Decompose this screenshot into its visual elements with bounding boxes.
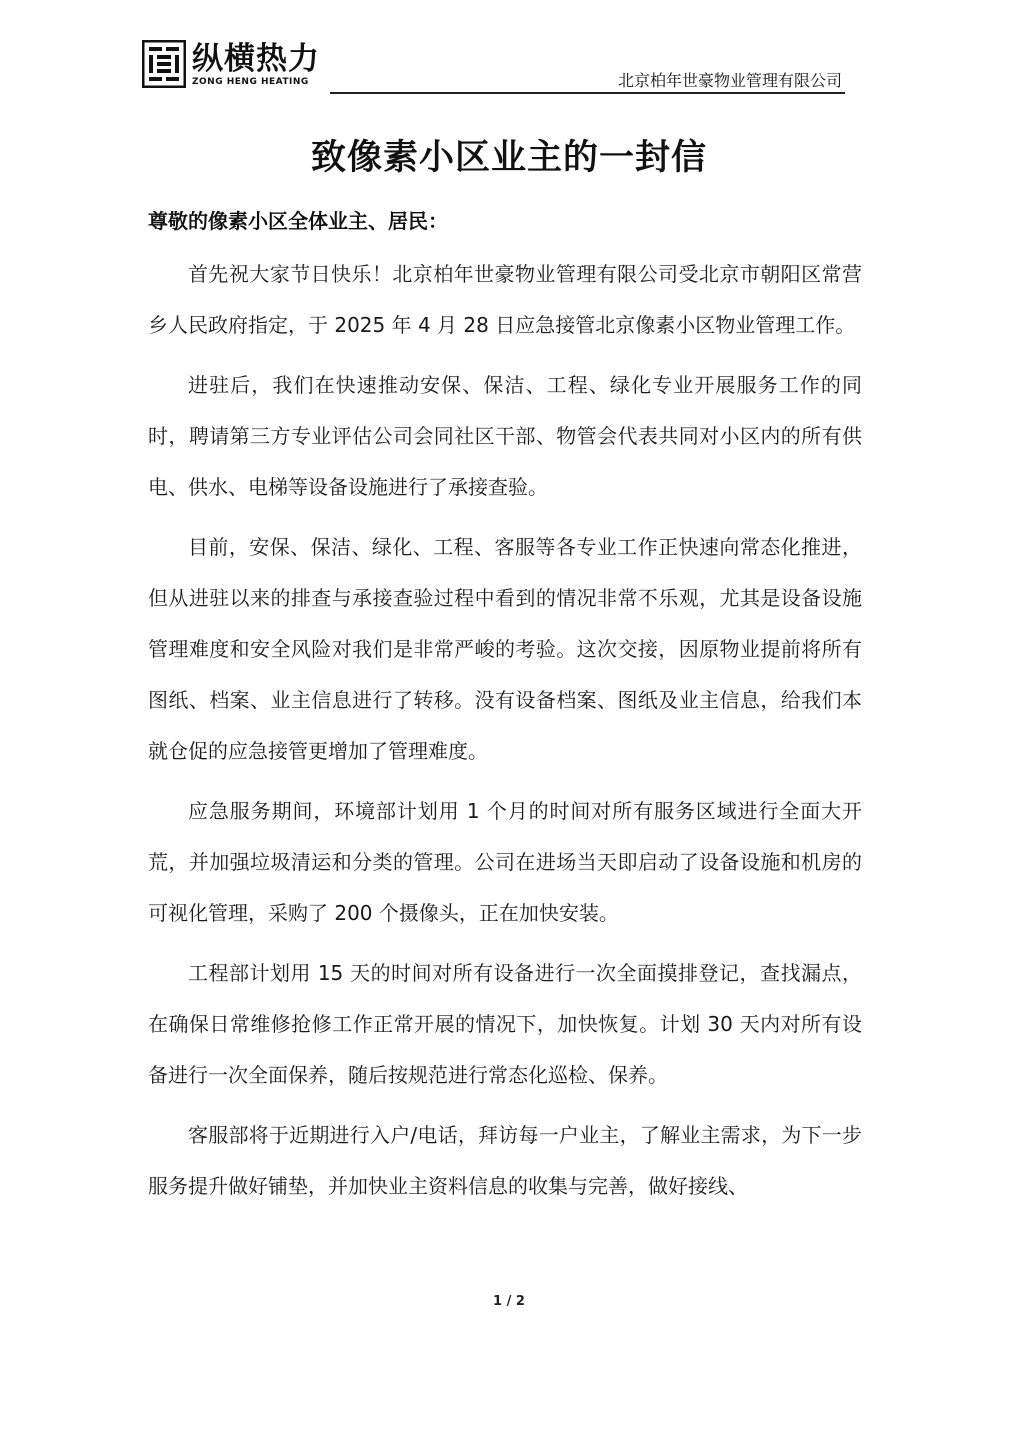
logo-name-en: ZONG HENG HEATING bbox=[192, 77, 309, 87]
letter-salutation: 尊敬的像素小区全体业主、居民： bbox=[148, 209, 448, 233]
letter-title: 致像素小区业主的一封信 bbox=[310, 138, 707, 178]
paragraph-environment-plan: 应急服务期间，环境部计划用 1 个月的时间对所有服务区域进行全面大开荒，并加强垃圾清运和分类的管理。公司在进场当天即启动了设备设施和机房的可视化管理，采购了 200 个摄像头，正在加快安装。 bbox=[148, 799, 862, 925]
header-divider bbox=[330, 92, 845, 94]
letter-body bbox=[148, 249, 862, 1221]
paragraph-inspection: 进驻后，我们在快速推动安保、保洁、工程、绿化专业开展服务工作的同时，聘请第三方专业评估公司会同社区干部、物管会代表共同对小区内的所有供电、供水、电梯等设备设施进行了承接查验。 bbox=[148, 373, 862, 499]
company-logo bbox=[142, 40, 322, 90]
logo-name-cn: 纵横热力 bbox=[192, 41, 320, 77]
letterhead bbox=[0, 0, 1018, 100]
paragraph-customer-service: 客服部将于近期进行入户/电话，拜访每一户业主，了解业主需求，为下一步服务提升做好铺垫，并加快业主资料信息的收集与完善，做好接线、 bbox=[148, 1123, 862, 1198]
company-name: 北京柏年世豪物业管理有限公司 bbox=[617, 71, 842, 90]
paragraph-current-status: 目前，安保、保洁、绿化、工程、客服等各专业工作正快速向常态化推进，但从进驻以来的排查与承接查验过程中看到的情况非常不乐观，尤其是设备设施管理难度和安全风险对我们是非常严峻的考验。这次交接，因原物业提前将所有图纸、档案、业主信息进行了转移。没有设备档案、图纸及业主信息，给我们本就仓促的应急接管更增加了管理难度。 bbox=[148, 535, 862, 763]
paragraph-engineering-plan: 工程部计划用 15 天的时间对所有设备进行一次全面摸排登记，查找漏点，在确保日常维修抢修工作正常开展的情况下，加快恢复。计划 30 天内对所有设备进行一次全面保养，随后按规范进行常态化巡检、保养。 bbox=[148, 961, 862, 1087]
paragraph-greeting: 首先祝大家节日快乐！北京柏年世豪物业管理有限公司受北京市朝阳区常营乡人民政府指定，于 2025 年 4 月 28 日应急接管北京像素小区物业管理工作。 bbox=[148, 262, 862, 337]
zongheng-logo-icon bbox=[142, 40, 186, 88]
page-number: 1 / 2 bbox=[493, 1294, 525, 1309]
